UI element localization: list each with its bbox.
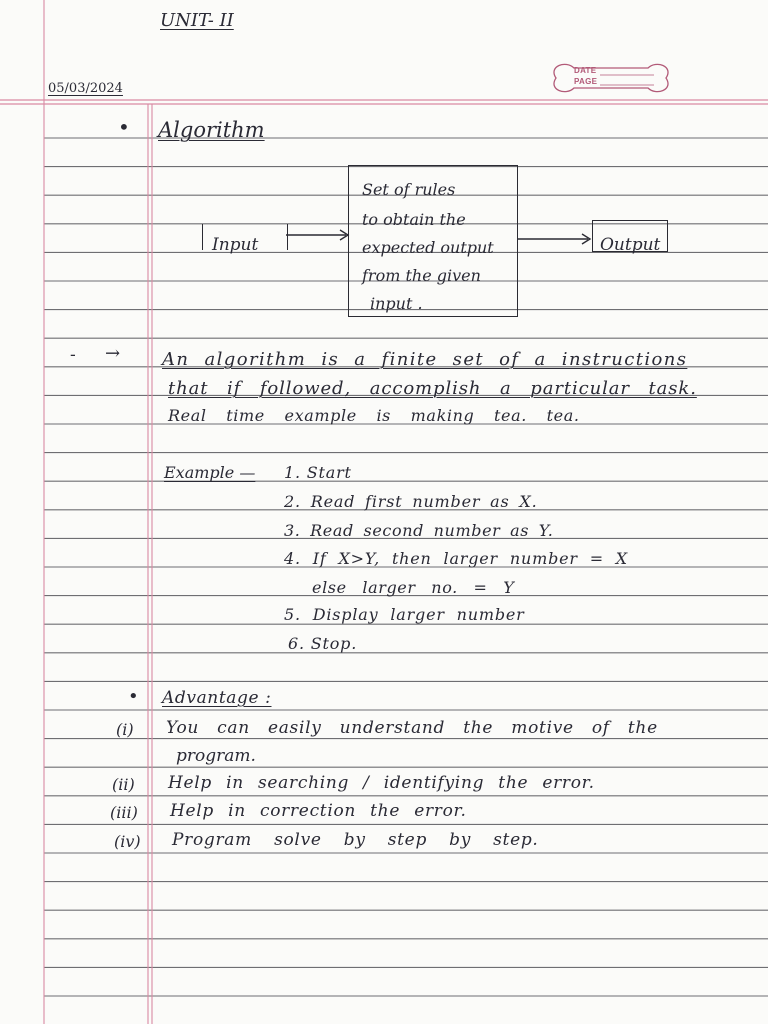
date-page-stamp: [544, 58, 676, 98]
rules-line: from the given: [362, 266, 481, 285]
advantage-item: Help in correction the error.: [170, 801, 467, 821]
example-step: else larger no. = Y: [312, 578, 515, 597]
example-step: 6. Stop.: [288, 634, 358, 653]
advantage-item: You can easily understand the motive of the: [166, 718, 658, 738]
rules-line: expected output: [362, 238, 494, 257]
example-step: 1. Start: [284, 463, 352, 482]
advantage-bullet: •: [128, 686, 139, 707]
advantage-item: program.: [176, 746, 256, 766]
advantage-number: (iii): [110, 803, 138, 822]
stamp-date-label: DATE: [574, 66, 597, 75]
heading-title: Algorithm: [158, 118, 265, 142]
advantage-item: Help in searching / identifying the error.: [168, 773, 595, 793]
rules-line: Set of rules: [362, 180, 456, 199]
definition-arrow: →: [105, 343, 121, 364]
advantage-item: Program solve by step by step.: [172, 830, 539, 850]
example-label: Example —: [164, 463, 256, 482]
rules-line: to obtain the: [362, 210, 466, 229]
rules-line: input .: [370, 294, 423, 313]
example-step: 5. Display larger number: [284, 605, 525, 624]
arrow-right-icon: [518, 232, 594, 246]
stamp-frame-icon: [544, 58, 676, 98]
definition-dash: -: [70, 345, 76, 365]
heading-bullet: •: [118, 115, 130, 139]
output-label: Output: [600, 235, 661, 255]
definition-line: An algorithm is a finite set of a instructions: [162, 349, 688, 370]
example-step: 3. Read second number as Y.: [284, 521, 554, 540]
stamp-page-label: PAGE: [574, 77, 598, 86]
advantage-number: (iv): [114, 832, 141, 851]
advantage-title: Advantage :: [162, 688, 272, 708]
example-step: 2. Read first number as X.: [284, 492, 538, 511]
definition-line: that if followed, accomplish a particular task.: [168, 378, 697, 399]
input-label: Input: [212, 235, 259, 255]
arrow-right-icon: [286, 228, 352, 242]
unit-title: UNIT- II: [160, 10, 234, 31]
definition-line: Real time example is making tea. tea.: [168, 406, 580, 425]
example-step: 4. If X>Y, then larger number = X: [284, 549, 629, 568]
advantage-number: (i): [116, 720, 134, 739]
page-date: 05/03/2024: [48, 81, 123, 96]
advantage-number: (ii): [112, 775, 135, 794]
